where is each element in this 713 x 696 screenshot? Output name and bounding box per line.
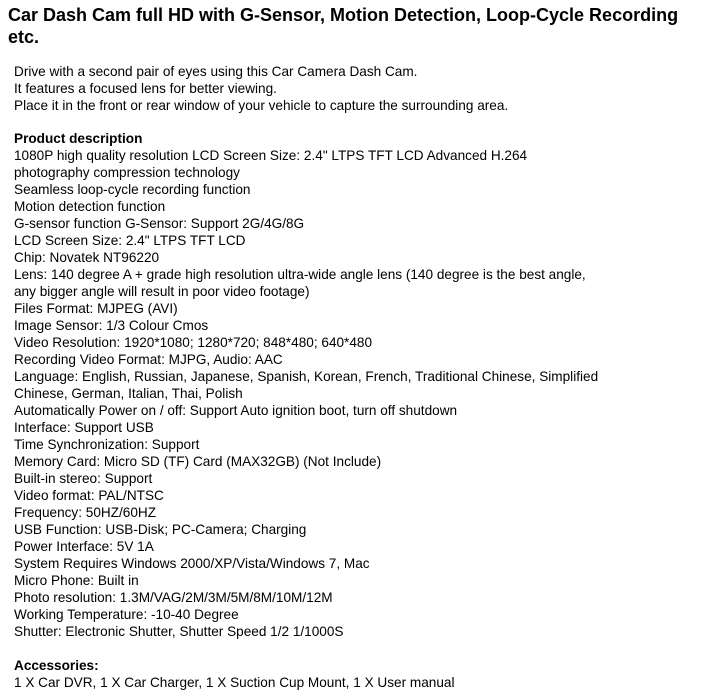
description-line: Memory Card: Micro SD (TF) Card (MAX32GB) (Not Include) xyxy=(14,454,382,469)
description-line: Image Sensor: 1/3 Colour Cmos xyxy=(14,318,209,333)
description-line: Motion detection function xyxy=(14,199,166,214)
intro-line: It features a focused lens for better viewing. xyxy=(14,81,277,96)
description-line: 1080P high quality resolution LCD Screen Size: 2.4" LTPS TFT LCD Advanced H.264 xyxy=(14,148,528,163)
page-title xyxy=(8,4,708,48)
intro-line: Drive with a second pair of eyes using this Car Camera Dash Cam. xyxy=(14,64,418,79)
intro-paragraph xyxy=(14,63,704,114)
description-line: Micro Phone: Built in xyxy=(14,573,139,588)
description-line: photography compression technology xyxy=(14,165,240,180)
title-line: Car Dash Cam full HD with G-Sensor, Motion Detection, Loop-Cycle Recording xyxy=(8,5,679,25)
title-line: etc. xyxy=(8,27,40,47)
description-line: any bigger angle will result in poor video footage) xyxy=(14,284,310,299)
description-line: Shutter: Electronic Shutter, Shutter Speed 1/2 1/1000S xyxy=(14,624,344,639)
description-line: Recording Video Format: MJPG, Audio: AAC xyxy=(14,352,283,367)
description-line: Language: English, Russian, Japanese, Spanish, Korean, French, Traditional Chinese, Simplified xyxy=(14,369,599,384)
description-line: Chip: Novatek NT96220 xyxy=(14,250,160,265)
accessories-heading: Accessories: xyxy=(14,658,99,673)
description-line: Video Resolution: 1920*1080; 1280*720; 848*480; 640*480 xyxy=(14,335,373,350)
product-description-heading: Product description xyxy=(14,131,143,146)
accessories-line: 1 X Car DVR, 1 X Car Charger, 1 X Suction Cup Mount, 1 X User manual xyxy=(14,675,455,690)
description-line: Automatically Power on / off: Support Auto ignition boot, turn off shutdown xyxy=(14,403,458,418)
description-line: Video format: PAL/NTSC xyxy=(14,488,164,503)
description-line: Chinese, German, Italian, Thai, Polish xyxy=(14,386,243,401)
description-line: Photo resolution: 1.3M/VAG/2M/3M/5M/8M/10M/12M xyxy=(14,590,333,605)
intro-line: Place it in the front or rear window of your vehicle to capture the surrounding area. xyxy=(14,98,509,113)
description-line: USB Function: USB-Disk; PC-Camera; Charging xyxy=(14,522,307,537)
description-line: LCD Screen Size: 2.4" LTPS TFT LCD xyxy=(14,233,246,248)
description-line: Working Temperature: -10-40 Degree xyxy=(14,607,239,622)
description-line: Seamless loop-cycle recording function xyxy=(14,182,251,197)
product-description-section xyxy=(14,130,704,640)
description-line: Interface: Support USB xyxy=(14,420,154,435)
description-line: Power Interface: 5V 1A xyxy=(14,539,154,554)
description-line: Frequency: 50HZ/60HZ xyxy=(14,505,157,520)
description-line: Files Format: MJPEG (AVI) xyxy=(14,301,178,316)
description-lines xyxy=(14,147,704,640)
description-line: Built-in stereo: Support xyxy=(14,471,153,486)
description-line: G-sensor function G-Sensor: Support 2G/4G/8G xyxy=(14,216,305,231)
description-line: Time Synchronization: Support xyxy=(14,437,200,452)
accessories-section xyxy=(14,657,704,691)
description-line: Lens: 140 degree A + grade high resolution ultra-wide angle lens (140 degree is the best angle, xyxy=(14,267,586,282)
description-line: System Requires Windows 2000/XP/Vista/Windows 7, Mac xyxy=(14,556,370,571)
